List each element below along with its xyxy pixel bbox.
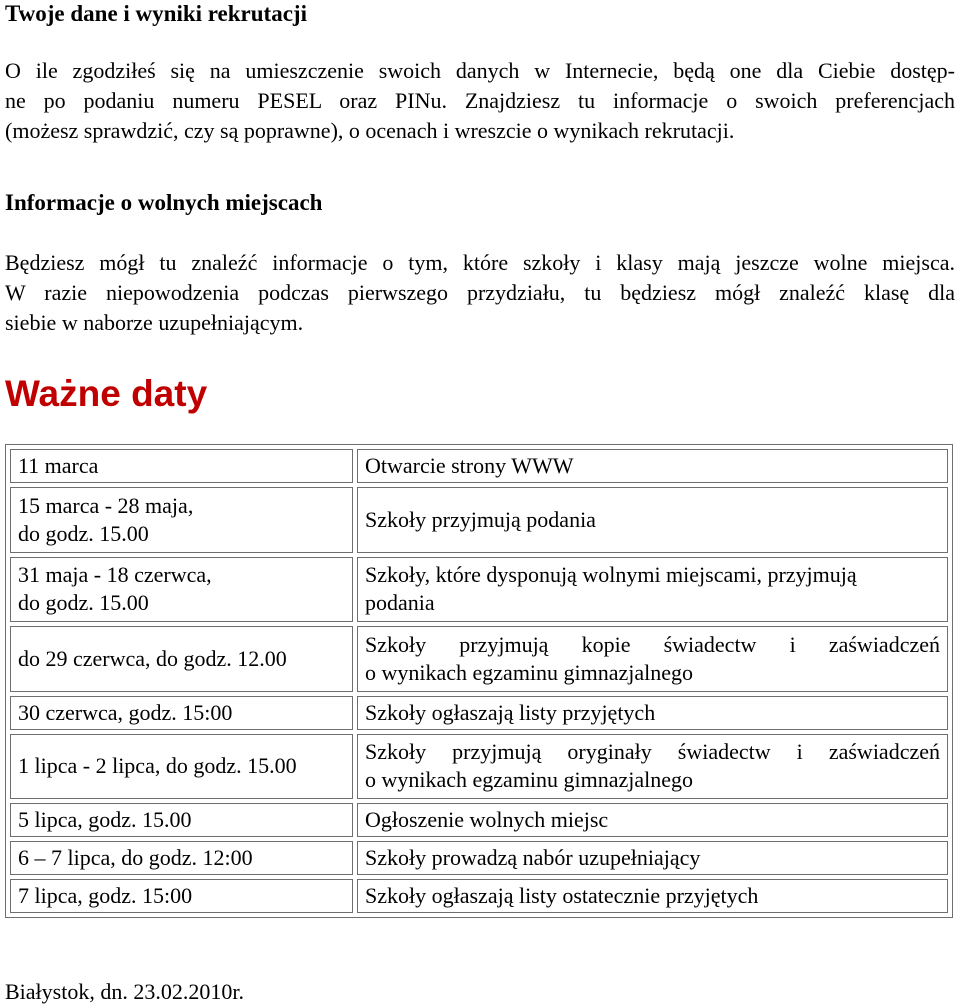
table-row [10,449,948,483]
event-cell-line: podania [365,590,435,616]
table-row [10,841,948,875]
date-cell-line: 31 maja - 18 czerwca, [18,562,212,588]
date-cell-line: 15 marca - 28 maja, [18,492,194,518]
event-cell [357,449,948,483]
event-cell [357,696,948,730]
event-cell [357,841,948,875]
paragraph-free-places-line-1: Będziesz mógł tu znaleźć informacje o tym, które szkoły i klasy mają jeszcze wolne miejsca. [5,250,955,275]
date-cell [10,557,353,623]
paragraph-free-places-line-3: siebie w naborze uzupełniającym. [5,310,304,335]
event-cell-line: Szkoły przyjmują oryginały świadectw i zaświadczeń [365,739,940,765]
table-row [10,734,948,800]
dates-table-body [10,449,948,913]
heading-free-places: Informacje o wolnych miejscach [5,190,323,215]
date-cell-line: 1 lipca - 2 lipca, do godz. 15.00 [18,753,297,779]
event-cell-line: Szkoły ogłaszają listy przyjętych [365,699,656,725]
event-cell-line: Szkoły prowadzą nabór uzupełniający [365,845,701,871]
paragraph-free-places [5,248,955,338]
table-row [10,696,948,730]
table-row [10,557,948,623]
paragraph-results-line-1: O ile zgodziłeś się na umieszczenie swoich danych w Internecie, będą one dla Ciebie dostęp- [5,58,955,83]
paragraph-free-places-line-2: W razie niepowodzenia podczas pierwszego przydziału, tu będziesz mógł znaleźć klasę dla [5,280,955,305]
event-cell [357,879,948,913]
table-row [10,803,948,837]
date-cell [10,803,353,837]
paragraph-results-line-3: (możesz sprawdzić, czy są poprawne), o ocenach i wreszcie o wynikach rekrutacji. [5,118,735,143]
event-cell-line: Szkoły ogłaszają listy ostatecznie przyjętych [365,883,759,908]
event-cell-line: o wynikach egzaminu gimnazjalnego [365,659,694,685]
date-cell-line: 6 – 7 lipca, do godz. 12:00 [18,845,253,871]
paragraph-results [5,56,955,146]
date-cell [10,734,353,800]
date-cell-line: 5 lipca, godz. 15.00 [18,807,192,833]
event-cell [357,803,948,837]
date-cell [10,879,353,913]
table-row [10,487,948,553]
date-cell-line: do godz. 15.00 [18,590,149,616]
date-cell [10,626,353,692]
date-cell-line: 30 czerwca, godz. 15:00 [18,699,233,725]
heading-results: Twoje dane i wyniki rekrutacji [5,1,307,26]
dates-table [6,445,952,917]
date-cell [10,696,353,730]
event-cell [357,557,948,623]
event-cell-line: Ogłoszenie wolnych miejsc [365,807,609,833]
date-cell-line: 11 marca [18,452,99,478]
date-cell [10,487,353,553]
date-cell-line: do godz. 15.00 [18,520,149,546]
paragraph-results-line-2: ne po podaniu numeru PESEL oraz PINu. Znajdziesz tu informacje o swoich preferencjach [5,88,955,113]
date-cell-line: do 29 czerwca, do godz. 12.00 [18,645,287,671]
event-cell-line: Otwarcie strony WWW [365,452,574,478]
footer-place-date: Białystok, dn. 23.02.2010r. [5,979,244,1004]
important-dates-table [5,444,953,918]
event-cell-line: Szkoły przyjmują podania [365,506,596,532]
date-cell [10,841,353,875]
event-cell-line: o wynikach egzaminu gimnazjalnego [365,767,694,793]
event-cell [357,734,948,800]
event-cell [357,487,948,553]
table-row [10,879,948,913]
event-cell [357,626,948,692]
date-cell-line: 7 lipca, godz. 15:00 [18,883,193,908]
event-cell-line: Szkoły przyjmują kopie świadectw i zaświadczeń [365,631,940,657]
event-cell-line: Szkoły, które dysponują wolnymi miejscami, przyjmują [365,562,857,588]
date-cell [10,449,353,483]
table-row [10,626,948,692]
important-dates-title: Ważne daty [5,373,208,414]
